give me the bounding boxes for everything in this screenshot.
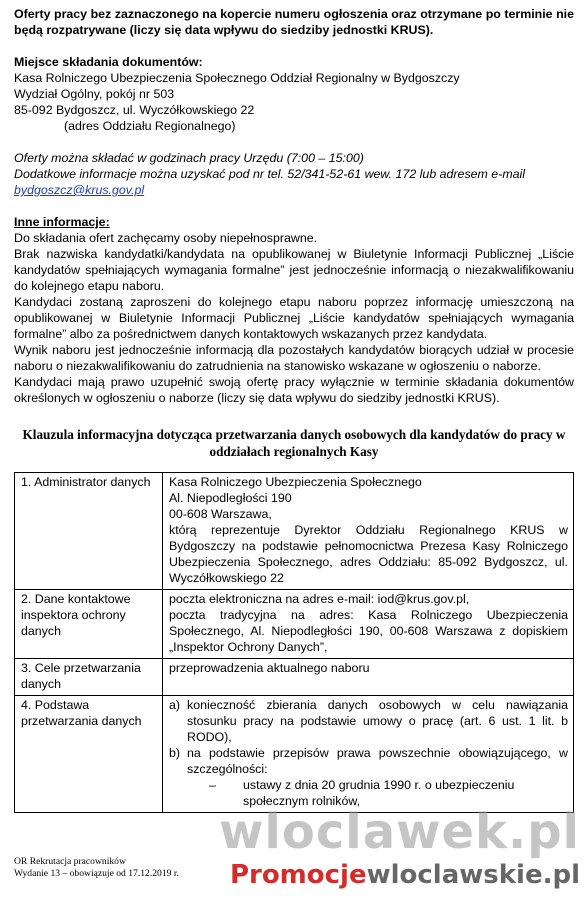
hours-text: Oferty można składać w godzinach pracy Urzędu (7:00 – 15:00) <box>14 151 364 165</box>
list-item: a) konieczność zbierania danych osobowych w celu nawiązania stosunku pracy na podstawie umowy o pracę (art. 6 ust. 1 lit. b RODO), <box>169 698 568 744</box>
table-row <box>15 473 574 590</box>
basis-list <box>169 697 568 777</box>
gdpr-table <box>14 472 574 813</box>
other-info-paragraph: Wynik naboru jest jednocześnie informacją dla pozostałych kandydatów biorących udział w procesie naboru o niezakwalifikowaniu do zatrudnienia na stanowisko wskazane w ogłoszeniu o naborze. <box>14 343 574 373</box>
row-label: 3. Cele przetwarzania danych <box>15 659 163 696</box>
admin-name: Kasa Rolniczego Ubezpieczenia Społecznego <box>169 475 422 489</box>
iod-email: poczta elektroniczna na adres e-mail: iod@krus.gov.pl, <box>169 592 470 606</box>
submission-heading: Miejsce składania dokumentów: <box>14 55 203 69</box>
watermark-logo: wloclawek.pl <box>219 804 580 860</box>
row-label: 2. Dane kontaktowe inspektora ochrony danych <box>15 590 163 659</box>
row-content: przeprowadzenia aktualnego naboru <box>163 659 574 696</box>
footer-line: OR Rekrutacja pracowników <box>14 856 126 867</box>
notice-text: Oferty pracy bez zaznaczonego na kopercie numeru ogłoszenia oraz otrzymane po terminie nie będą rozpatrywane (liczy się data wpływu do siedziby jednostki KRUS). <box>14 7 574 37</box>
table-row <box>15 696 574 813</box>
clause-title: Klauzula informacyjna dotycząca przetwarzania danych osobowych dla kandydatów do pracy w oddziałach regionalnych Kasy <box>22 427 566 459</box>
other-info-heading: Inne informacje: <box>14 215 110 229</box>
contact-text: Dodatkowe informacje można uzyskać pod nr tel. 52/341-52-61 wew. 172 lub adresem e-mail <box>14 167 526 181</box>
admin-representative: którą reprezentuje Dyrektor Oddziału Regionalnego KRUS w Bydgoszczy na podstawie pełnomocnictwa Prezesa Kasy Rolniczego Ubezpieczenia Społecznego, adres Oddziału: 85-092 Bydgoszcz, ul. Wyczółkowskiego 22 <box>169 523 568 585</box>
table-row <box>15 590 574 659</box>
row-content <box>163 473 574 590</box>
other-info-paragraph: Brak nazwiska kandydatki/kandydata na opublikowanej w Biuletynie Informacji Publicznej „Liście kandydatów spełniających wymagania formalne” jest jednocześnie informacją o niezakwalifikowaniu do kolejnego etapu naboru. <box>14 247 574 293</box>
table-row <box>15 659 574 696</box>
other-info-paragraph: Kandydaci mają prawo uzupełnić swoją ofertę pracy wyłącznie w terminie składania dokumentów określonych w ogłoszeniu o naborze (liczy się data wpływu do siedziby jednostki KRUS). <box>14 375 574 405</box>
sub-list-item: – ustawy z dnia 20 grudnia 1990 r. o ubezpieczeniu społecznym rolników, <box>209 778 515 808</box>
row-label: 4. Podstawa przetwarzania danych <box>15 696 163 813</box>
row-label: 1. Administrator danych <box>15 473 163 590</box>
row-content <box>163 696 574 813</box>
other-info-paragraph: Kandydaci zostaną zaproszeni do kolejnego etapu naboru poprzez informację umieszczoną na opublikowanej w Biuletynie Informacji Publicznej „Liście kandydatów spełniających wymagania formalne” albo za pośrednictwem danych kontaktowych wskazanych przez kandydata. <box>14 295 574 341</box>
other-info-paragraph: Do składania ofert zachęcamy osoby niepełnosprawne. <box>14 231 318 245</box>
list-item: b) na podstawie przepisów prawa powszechnie obowiązującego, w szczególności: <box>169 746 568 776</box>
email-link[interactable]: bydgoszcz@krus.gov.pl <box>14 183 145 197</box>
page-footer <box>14 856 179 880</box>
footer-line: Wydanie 13 – obowiązuje od 17.12.2019 r. <box>14 868 179 879</box>
admin-street: Al. Niepodległości 190 <box>169 491 292 505</box>
document-page <box>14 6 574 813</box>
row-content <box>163 590 574 659</box>
submission-line: Wydział Ogólny, pokój nr 503 <box>14 87 175 101</box>
watermark-logo: Promocjewloclawskie.pl <box>229 860 580 890</box>
submission-line: 85-092 Bydgoszcz, ul. Wyczółkowskiego 22 <box>14 103 255 117</box>
submission-line: Kasa Rolniczego Ubezpieczenia Społecznego Oddział Regionalny w Bydgoszczy <box>14 71 460 85</box>
submission-line: (adres Oddziału Regionalnego) <box>64 119 236 133</box>
iod-post: poczta tradycyjna na adres: Kasa Rolniczego Ubezpieczenia Społecznego, Al. Niepodległości 190, 00-608 Warszawa z dopiskiem „Inspektor Ochrony Danych”, <box>169 608 568 654</box>
admin-city: 00-608 Warszawa, <box>169 507 272 521</box>
